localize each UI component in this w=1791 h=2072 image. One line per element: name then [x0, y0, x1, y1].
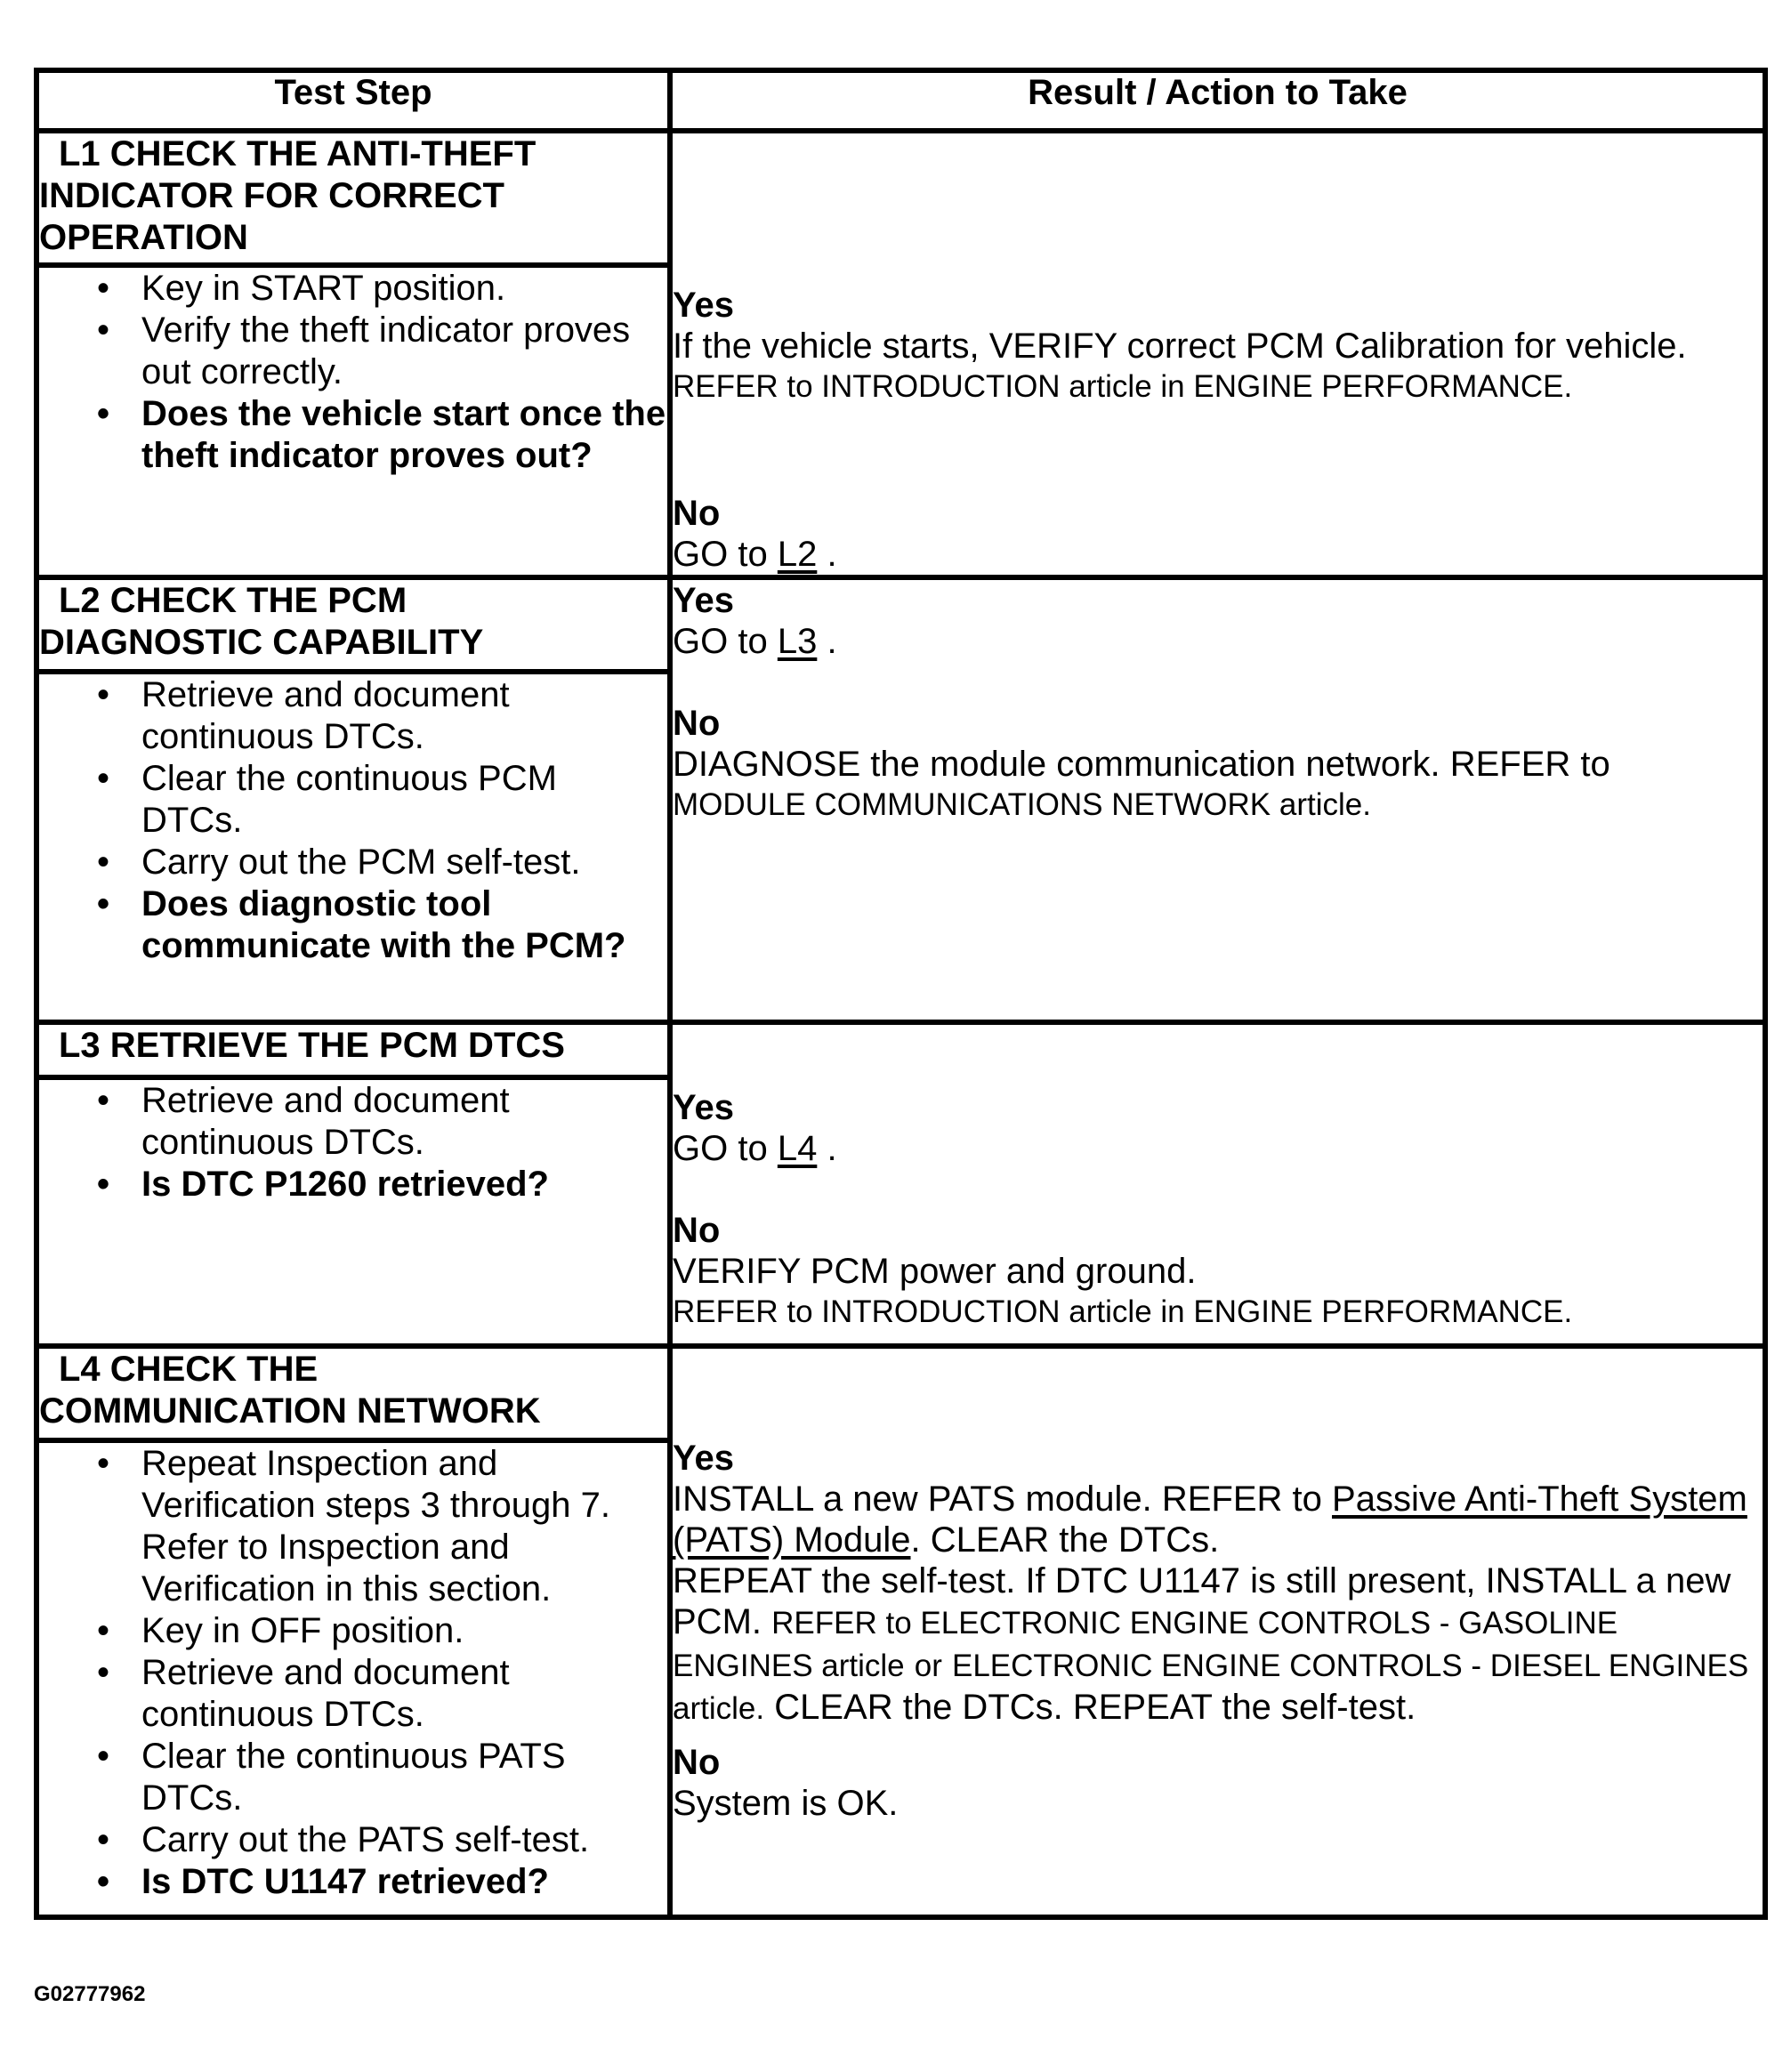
step-l3-title-lead: L3 RETRIEVE THE PCM DTCS [59, 1026, 565, 1065]
step-l4-yes-label: Yes [673, 1439, 734, 1478]
step-l1-yes-text: If the vehicle starts, VERIFY correct PCM Calibration for vehicle. [673, 327, 1687, 366]
header-result: Result / Action to Take [670, 70, 1765, 131]
list-item: • Retrieve and document continuous DTCs. [141, 1652, 667, 1736]
step-l2-title-rest: DIAGNOSTIC CAPABILITY [39, 623, 484, 662]
step-l3-yes-label: Yes [673, 1088, 734, 1127]
step-l3-goto-link[interactable]: L4 [777, 1129, 818, 1168]
step-l2-goto-link[interactable]: L3 [777, 622, 818, 661]
step-l4-no-text: System is OK. [673, 1784, 899, 1823]
step-l4-yes-text2: REPEAT the self-test. If DTC U1147 is still present, INSTALL a new PCM. REFER to ELECTRONIC ENGINE CONTROLS - GASOLINE ENGINES article or ELECTRONIC ENGINE CONTROLS - DIESEL ENGINES article. CLEAR the DTCs. REPEAT the self-test. [673, 1561, 1749, 1727]
list-item: • Clear the continuous PCM DTCs. [141, 758, 667, 842]
step-l4-pats-module-link[interactable]: Passive Anti-Theft System (PATS) Module [673, 1479, 1747, 1560]
step-l2-yes-label: Yes [673, 581, 734, 620]
step-l1-question: • Does the vehicle start once the theft indicator proves out? [141, 393, 667, 477]
step-l3-title [36, 1022, 670, 1077]
step-l1-yes-label: Yes [673, 286, 734, 325]
step-l3-result [670, 1022, 1765, 1346]
step-l4-question: • Is DTC U1147 retrieved? [141, 1861, 667, 1903]
step-l1-title-rest: INDICATOR FOR CORRECT OPERATION [39, 176, 504, 257]
list-item: • Key in OFF position. [141, 1610, 667, 1652]
list-item: • Clear the continuous PATS DTCs. [141, 1736, 667, 1819]
step-l1-title-row [36, 131, 1765, 265]
step-l1-goto-link[interactable]: L2 [777, 535, 818, 574]
step-l3-title-row [36, 1022, 1765, 1077]
step-l1-body [36, 265, 670, 577]
step-l2-question: • Does diagnostic tool communicate with the PCM? [141, 883, 667, 967]
step-l3-bullets [39, 1080, 667, 1205]
step-l1-no-text: GO to L2 . [673, 535, 837, 574]
diagnostic-table [34, 68, 1768, 1920]
step-l3-body [36, 1077, 670, 1346]
step-l4-title-lead: L4 CHECK THE [59, 1350, 319, 1389]
step-l4-no-label: No [673, 1743, 721, 1782]
header-test-step: Test Step [36, 70, 670, 131]
step-l2-title-lead: L2 CHECK THE PCM [59, 581, 407, 620]
step-l2-no-label: No [673, 704, 721, 743]
step-l4-result [670, 1346, 1765, 1917]
step-l3-no-ref: REFER to INTRODUCTION article in ENGINE PERFORMANCE. [673, 1294, 1573, 1329]
figure-id: G02777962 [34, 1982, 146, 2006]
step-l4-body [36, 1440, 670, 1917]
step-l4-title [36, 1346, 670, 1440]
step-l3-yes-text: GO to L4 . [673, 1129, 837, 1168]
step-l4-yes-text: INSTALL a new PATS module. REFER to Passive Anti-Theft System (PATS) Module. CLEAR the DTCs. [673, 1479, 1747, 1560]
step-l1-title [36, 131, 670, 265]
step-l2-title-row [36, 577, 1765, 672]
list-item: • Verify the theft indicator proves out correctly. [141, 310, 667, 393]
step-l3-no-text: VERIFY PCM power and ground. [673, 1252, 1197, 1291]
step-l3-question: • Is DTC P1260 retrieved? [141, 1164, 667, 1205]
step-l2-body [36, 672, 670, 1022]
header-row [36, 70, 1765, 131]
list-item: • Carry out the PCM self-test. [141, 842, 667, 883]
step-l4-title-rest: COMMUNICATION NETWORK [39, 1391, 541, 1431]
step-l2-no-ref: MODULE COMMUNICATIONS NETWORK article. [673, 787, 1371, 822]
step-l1-no-label: No [673, 494, 721, 533]
step-l4-bullets [39, 1443, 667, 1903]
list-item: • Repeat Inspection and Verification steps 3 through 7. Refer to Inspection and Verification in this section. [141, 1443, 667, 1610]
step-l1-title-lead: L1 CHECK THE ANTI-THEFT [59, 134, 536, 173]
step-l2-bullets [39, 674, 667, 967]
list-item: • Retrieve and document continuous DTCs. [141, 674, 667, 758]
step-l3-no-label: No [673, 1211, 721, 1250]
step-l1-bullets [39, 268, 667, 477]
step-l2-no-text: DIAGNOSE the module communication network. REFER to [673, 745, 1610, 784]
step-l2-result [670, 577, 1765, 1022]
step-l4-title-row [36, 1346, 1765, 1440]
list-item: • Retrieve and document continuous DTCs. [141, 1080, 667, 1164]
step-l2-yes-text: GO to L3 . [673, 622, 837, 661]
step-l2-title [36, 577, 670, 672]
list-item: • Carry out the PATS self-test. [141, 1819, 667, 1861]
list-item: • Key in START position. [141, 268, 667, 310]
step-l1-result [670, 131, 1765, 577]
step-l1-yes-ref: REFER to INTRODUCTION article in ENGINE PERFORMANCE. [673, 369, 1573, 404]
